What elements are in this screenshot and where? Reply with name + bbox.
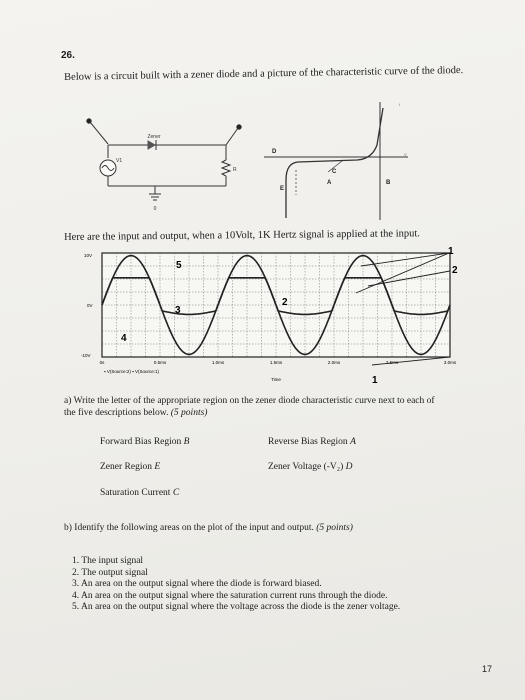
plot-x-tick-labels	[100, 360, 457, 365]
x-tick-label: 1.5ms	[269, 360, 283, 365]
part-b-points: (5 points)	[316, 523, 353, 533]
curve-y-axis-label: I	[399, 102, 401, 107]
region-b-label: B	[386, 180, 391, 186]
x-tick-label: 2.5ms	[385, 360, 399, 365]
callout-1-bottom: 1	[372, 375, 378, 386]
zener-circuit-diagram	[86, 118, 261, 213]
io-description: Here are the input and output, when a 10Volt, 1K Hertz signal is applied at the input.	[64, 228, 420, 243]
x-tick-label: 1.0ms	[211, 360, 225, 365]
io-waveform-plot	[56, 245, 466, 387]
ground-label: 0	[153, 206, 157, 212]
region-c-label: C	[332, 169, 337, 175]
part-b-list	[72, 556, 400, 614]
callout-3-forward: 3	[175, 305, 181, 316]
region-d-label: D	[272, 149, 277, 155]
list-item: 1. The input signal	[72, 556, 144, 566]
part-a-item-zener-region: Zener Region E	[100, 462, 161, 472]
list-item: 4. An area on the output signal where the saturation current runs through the diode.	[72, 590, 388, 601]
source-label: V1	[116, 158, 123, 164]
part-a-label: a) Write the letter of the appropriate region on the zener diode characteristic curve next to each of the five descriptions below.	[64, 396, 435, 418]
part-a-points: (5 points)	[170, 408, 208, 418]
intro-text: Below is a circuit built with a zener diode and a picture of the characteristic curve of the diode.	[64, 65, 464, 83]
region-e-label: E	[280, 186, 285, 192]
part-a-answer: A	[350, 437, 356, 447]
x-tick-label: 2.0ms	[327, 360, 341, 365]
page-number: 17	[482, 664, 493, 674]
list-item: 2. The output signal	[72, 567, 148, 578]
callout-2-output: 2	[452, 265, 458, 276]
x-tick-label: 3.0ms	[443, 360, 457, 365]
part-a-item-zener-voltage: Zener Voltage (-V₂) D	[268, 462, 353, 472]
region-a-label: A	[327, 180, 332, 186]
list-item: 3. An area on the output signal where the diode is forward biased.	[72, 579, 322, 589]
plot-legend: ▪ V(Source:2) ▪ V(Source:1)	[104, 369, 159, 374]
part-a-answer: E	[154, 462, 161, 472]
part-a-answer: C	[172, 488, 180, 498]
zener-label: Zener	[147, 134, 161, 140]
plot-y-mid-label: 0V	[87, 303, 93, 308]
part-a-prompt	[64, 395, 444, 419]
x-tick-label: 0s	[99, 360, 105, 365]
resistor-label: R	[233, 167, 237, 173]
part-a-item-saturation: Saturation Current C	[100, 488, 180, 498]
callout-2-mid: 2	[282, 297, 288, 308]
callout-1-input: 1	[448, 246, 454, 257]
callout-4-saturation: 4	[121, 333, 127, 344]
part-a-item-forward: Forward Bias Region B	[100, 437, 190, 447]
part-b-label: b) Identify the following areas on the plot of the input and output.	[64, 523, 314, 533]
plot-x-title: Time	[271, 377, 281, 382]
callout-5-zener: 5	[176, 260, 182, 271]
question-number: 26.	[61, 50, 75, 61]
part-a-answer: B	[183, 437, 190, 447]
x-tick-label: 0.5ms	[153, 360, 167, 365]
zener-characteristic-curve	[262, 100, 412, 224]
part-a-answer: D	[345, 462, 353, 472]
curve-x-axis-label: V	[404, 152, 407, 157]
list-item: 5. An area on the output signal where the voltage across the diode is the zener voltage.	[72, 602, 401, 612]
plot-y-bottom-label: -10V	[81, 353, 91, 358]
part-a-item-reverse: Reverse Bias Region A	[268, 437, 356, 447]
plot-y-top-label: 10V	[84, 253, 93, 258]
part-b-prompt	[64, 523, 353, 533]
